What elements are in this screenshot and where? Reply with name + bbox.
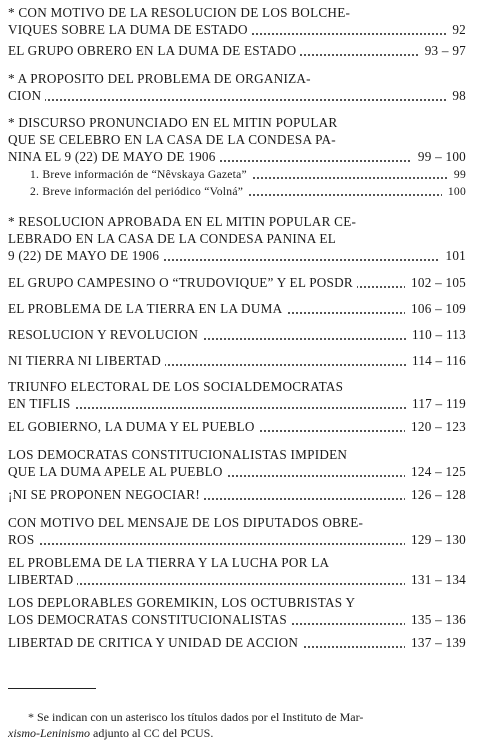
- toc-entry-title: EL PROBLEMA DE LA TIERRA EN LA DUMA: [8, 301, 286, 316]
- footnote-text: * Se indican con un asterisco los títulos dados por el Instituto de Mar-: [28, 710, 364, 724]
- toc-page-number: 124 – 125: [405, 463, 466, 480]
- toc-entry-title: LEBRADO EN LA CASA DE LA CONDESA PANINA EL: [8, 231, 340, 246]
- toc-entry-line: [30, 184, 466, 199]
- toc-page-number: 99: [448, 167, 466, 182]
- toc-entry-line: [8, 21, 466, 38]
- toc-entry-line: [8, 611, 466, 628]
- toc-entry-title: EL GOBIERNO, LA DUMA Y EL PUEBLO: [8, 419, 259, 434]
- toc-page-number: 114 – 116: [406, 352, 466, 369]
- toc-entry-title: LOS DEPLORABLES GOREMIKIN, LOS OCTUBRISTAS Y: [8, 595, 359, 610]
- toc-entry-title: 9 (22) DE MAYO DE 1906: [8, 248, 163, 263]
- toc-entry-title: LOS DEMOCRATAS CONSTITUCIONALISTAS: [8, 612, 291, 627]
- toc-page-number: 137 – 139: [405, 634, 466, 651]
- toc-entry: [8, 594, 466, 628]
- toc-entry-title: ¡NI SE PROPONEN NEGOCIAR!: [8, 487, 204, 502]
- toc-entry: [8, 352, 466, 369]
- toc-entry-title: LIBERTAD: [8, 572, 77, 587]
- toc-entry: [8, 418, 466, 435]
- toc-leader-dots: [8, 407, 466, 409]
- toc-entry-title: NINA EL 9 (22) DE MAYO DE 1906: [8, 149, 220, 164]
- toc-page-number: 101: [439, 247, 466, 264]
- toc-page-number: 120 – 123: [405, 418, 466, 435]
- toc-page-number: 98: [446, 87, 466, 104]
- toc-entry-line: [8, 463, 466, 480]
- toc-entry-line: [8, 87, 466, 104]
- toc-entry-title: LOS DEMOCRATAS CONSTITUCIONALISTAS IMPIDEN: [8, 447, 351, 462]
- toc-entry-title: LIBERTAD DE CRITICA Y UNIDAD DE ACCION: [8, 635, 302, 650]
- toc-entry-title: RESOLUCION Y REVOLUCION: [8, 327, 202, 342]
- toc-entry-line: [30, 167, 466, 182]
- toc-leader-dots: [8, 99, 466, 101]
- toc-entry: [8, 4, 466, 38]
- toc-entry-title: TRIUNFO ELECTORAL DE LOS SOCIALDEMOCRATAS: [8, 379, 347, 394]
- toc-entry-line: [8, 70, 466, 87]
- toc-entry-line: [8, 554, 466, 571]
- toc-entry-title: VIQUES SOBRE LA DUMA DE ESTADO: [8, 22, 252, 37]
- toc-entry: [8, 326, 466, 343]
- toc-entry-title: EL PROBLEMA DE LA TIERRA Y LA LUCHA POR LA: [8, 555, 333, 570]
- footnote-rule: [8, 688, 96, 689]
- toc-page-number: 110 – 113: [406, 326, 466, 343]
- toc-entry-line: [8, 486, 466, 503]
- toc-entry-line: [8, 274, 466, 291]
- toc-entry: [8, 114, 466, 165]
- toc-entry-title: * A PROPOSITO DEL PROBLEMA DE ORGANIZA-: [8, 71, 315, 86]
- toc-entry-line: [8, 42, 466, 59]
- toc-entry-line: [8, 352, 466, 369]
- toc-entry-line: [8, 148, 466, 165]
- toc-entry-line: [8, 230, 466, 247]
- toc-entry-line: [8, 571, 466, 588]
- toc-leader-dots: [8, 543, 466, 545]
- toc-entry-title: EL GRUPO CAMPESINO O “TRUDOVIQUE” Y EL POSDR: [8, 275, 357, 290]
- toc-entry-line: [8, 446, 466, 463]
- toc-entry-title: EN TIFLIS: [8, 396, 74, 411]
- toc-page-number: 117 – 119: [406, 395, 466, 412]
- toc-entry-line: [8, 531, 466, 548]
- toc-entry-title: QUE SE CELEBRO EN LA CASA DE LA CONDESA PA-: [8, 132, 340, 147]
- toc-entry-line: [8, 378, 466, 395]
- toc-entry: [8, 378, 466, 412]
- toc-entry: [8, 634, 466, 651]
- toc-page-number: 135 – 136: [405, 611, 466, 628]
- toc-entry-title: CON MOTIVO DEL MENSAJE DE LOS DIPUTADOS OBRE-: [8, 515, 367, 530]
- toc-entry-line: [8, 114, 466, 131]
- toc-entry-line: [8, 634, 466, 651]
- toc-entry-line: [8, 514, 466, 531]
- footnote-text-end: adjunto al CC del PCUS.: [90, 726, 214, 740]
- toc-entry: [8, 486, 466, 503]
- toc-entry: [30, 167, 466, 182]
- toc-entry: [8, 514, 466, 548]
- toc-entry: [8, 554, 466, 588]
- toc-page-number: 99 – 100: [412, 148, 466, 165]
- toc-entry: [8, 42, 466, 59]
- toc-entry-title: 1. Breve información de “Nêvskaya Gazeta”: [30, 168, 251, 181]
- toc-page-number: 129 – 130: [405, 531, 466, 548]
- footnote-text-italic: xismo-Leninismo: [8, 726, 90, 740]
- toc-entry: [8, 70, 466, 104]
- toc-entry-line: [8, 247, 466, 264]
- toc-entry-title: ROS: [8, 532, 38, 547]
- toc-entry-line: [8, 213, 466, 230]
- toc-entry: [8, 213, 466, 264]
- toc-entry-line: [8, 300, 466, 317]
- toc-entry-title: CION: [8, 88, 45, 103]
- toc-page-number: 126 – 128: [405, 486, 466, 503]
- toc-entry-title: QUE LA DUMA APELE AL PUEBLO: [8, 464, 227, 479]
- toc-entry-line: [8, 4, 466, 21]
- toc-entry-title: * CON MOTIVO DE LA RESOLUCION DE LOS BOLCHE-: [8, 5, 354, 20]
- toc-entry-line: [8, 326, 466, 343]
- toc-entry: [8, 274, 466, 291]
- toc-entry-title: * DISCURSO PRONUNCIADO EN EL MITIN POPULAR: [8, 115, 341, 130]
- toc-entry-title: * RESOLUCION APROBADA EN EL MITIN POPULAR CE-: [8, 214, 360, 229]
- toc-page-number: 102 – 105: [405, 274, 466, 291]
- toc-entry: [8, 446, 466, 480]
- toc-page-number: 92: [446, 21, 466, 38]
- toc-page-number: 93 – 97: [419, 42, 466, 59]
- footnote: [8, 709, 470, 741]
- toc-page-number: 106 – 109: [405, 300, 466, 317]
- toc-entry-title: 2. Breve información del periódico “Volná”: [30, 185, 247, 198]
- toc-entry-title: NI TIERRA NI LIBERTAD: [8, 353, 165, 368]
- toc-entry-title: EL GRUPO OBRERO EN LA DUMA DE ESTADO: [8, 43, 300, 58]
- toc-page-number: 131 – 134: [405, 571, 466, 588]
- toc-entry: [8, 300, 466, 317]
- toc-entry: [30, 184, 466, 199]
- toc-entry-line: [8, 594, 466, 611]
- toc-entry-line: [8, 418, 466, 435]
- toc-entry-line: [8, 131, 466, 148]
- toc-entry-line: [8, 395, 466, 412]
- toc-page-number: 100: [442, 184, 466, 199]
